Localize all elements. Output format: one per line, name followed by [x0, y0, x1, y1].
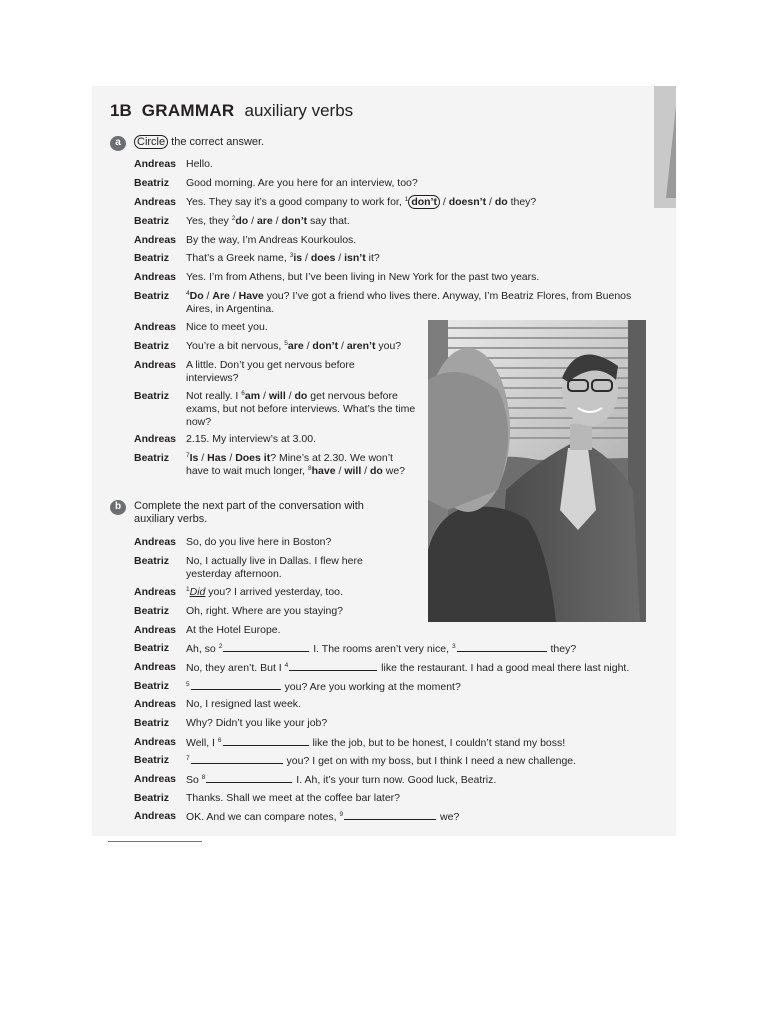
answer-gap[interactable]: [191, 754, 283, 764]
item-number: 8: [308, 465, 312, 472]
speaker-name: Beatriz: [134, 555, 170, 567]
answer-gap[interactable]: [223, 736, 309, 746]
answer-option: will: [344, 465, 362, 477]
speaker-name: Beatriz: [134, 680, 170, 692]
answer-gap[interactable]: [206, 773, 292, 783]
text-run: they?: [507, 196, 537, 208]
answer-option: is: [293, 252, 303, 264]
answer-option: don’t: [312, 340, 339, 352]
speech-text: [186, 452, 418, 478]
speech-text: [186, 196, 654, 209]
text-run: Yes. I’m from Athens, but I’ve been living in New York for the past two years.: [186, 271, 540, 283]
topic-name: auxiliary verbs: [244, 101, 354, 120]
item-number: 2: [218, 643, 223, 650]
speaker-name: Andreas: [134, 773, 177, 785]
speech-text: [186, 252, 654, 265]
circled-answer: don’t: [408, 195, 440, 209]
item-number: 3: [451, 643, 456, 650]
speech-text: [186, 536, 418, 549]
speech-text: [186, 717, 654, 730]
speaker-name: Beatriz: [134, 605, 170, 617]
item-number: 2: [231, 215, 236, 222]
instruction-rest: the correct answer.: [168, 136, 265, 148]
speech-text: [186, 792, 654, 805]
speech-text: [186, 624, 418, 637]
speaker-name: Andreas: [134, 698, 177, 710]
text-run: /: [198, 452, 208, 464]
answer-option: Are: [212, 290, 230, 302]
answer-option: have: [311, 465, 336, 477]
text-run: OK. And we can compare notes,: [186, 811, 340, 823]
answer-option: am: [244, 390, 261, 402]
text-run: Oh, right. Where are you staying?: [186, 605, 343, 617]
speech-text: [186, 754, 654, 768]
answer-option: will: [268, 390, 286, 402]
text-run: say that.: [307, 215, 350, 227]
text-run: Why? Didn’t you like your job?: [186, 717, 328, 729]
exercise-a-instruction: [134, 136, 334, 149]
text-run: Hello.: [186, 158, 213, 170]
answer-option: do: [494, 196, 508, 208]
text-run: Good morning. Are you here for an interview, too?: [186, 177, 418, 189]
speech-text: [186, 698, 654, 711]
item-number: 5: [186, 681, 190, 688]
speech-text: [186, 433, 418, 446]
answer-option: Does it: [235, 452, 271, 464]
exercise-b-instruction: Complete the next part of the conversation with auxiliary verbs.: [134, 500, 364, 525]
text-run: Yes, they: [186, 215, 232, 227]
exercise-a-badge: a: [110, 136, 126, 151]
speech-text: [186, 271, 654, 284]
speech-text: [186, 321, 418, 334]
text-run: you?: [375, 340, 402, 352]
item-number: 1: [186, 586, 190, 593]
speech-text: [186, 359, 386, 385]
text-run: No, they aren’t. But I: [186, 662, 285, 674]
text-run: /: [439, 196, 449, 208]
speaker-name: Andreas: [134, 234, 177, 246]
speech-text: [186, 661, 654, 675]
speaker-name: Beatriz: [134, 792, 170, 804]
speech-text: [186, 290, 654, 316]
text-run: you? I arrived yesterday, too.: [205, 586, 343, 598]
speaker-name: Andreas: [134, 586, 177, 598]
text-run: get nervous before exams, but not before interviews. What’s the time now?: [186, 390, 416, 428]
answer-gap[interactable]: [344, 810, 436, 820]
interview-photo: [428, 320, 646, 622]
text-run: you? I get on with my boss, but I think I need a new challenge.: [283, 755, 577, 767]
text-run: Not really. I: [186, 390, 242, 402]
answer-option: do: [235, 215, 249, 227]
speech-text: [186, 177, 654, 190]
speaker-name: Andreas: [134, 321, 177, 333]
text-run: So, do you live here in Boston?: [186, 536, 332, 548]
speech-text: [186, 390, 418, 429]
answer-option: isn’t: [344, 252, 366, 264]
text-run: Thanks. Shall we meet at the coffee bar later?: [186, 792, 401, 804]
text-run: Ah, so: [186, 643, 219, 655]
item-number: 9: [339, 811, 344, 818]
speaker-name: Beatriz: [134, 452, 170, 464]
answer-gap[interactable]: [191, 680, 281, 690]
answer-option: Is: [189, 452, 199, 464]
text-run: /: [361, 465, 371, 477]
text-run: No, I actually live in Dallas. I flew here yesterday afternoon.: [186, 555, 363, 580]
text-run: /: [335, 252, 345, 264]
answer-option: are: [256, 215, 273, 227]
answer-gap[interactable]: [223, 642, 309, 652]
answer-option: are: [287, 340, 304, 352]
speech-text: [186, 773, 654, 787]
text-run: /: [486, 196, 495, 208]
text-run: you? Are you working at the moment?: [281, 681, 461, 693]
answer-option: do: [370, 465, 383, 477]
speaker-name: Andreas: [134, 271, 177, 283]
text-run: /: [338, 340, 347, 352]
section-name: GRAMMAR: [141, 101, 235, 120]
text-run: /: [285, 390, 295, 402]
speaker-name: Beatriz: [134, 390, 170, 402]
interview-photo-illustration: [428, 320, 646, 622]
speaker-name: Beatriz: [134, 290, 170, 302]
speaker-name: Andreas: [134, 158, 177, 170]
speech-text: [186, 605, 418, 618]
speaker-name: Beatriz: [134, 754, 170, 766]
speaker-name: Andreas: [134, 661, 177, 673]
speaker-name: Andreas: [134, 196, 177, 208]
text-run: /: [302, 252, 311, 264]
item-number: 3: [289, 252, 294, 259]
speaker-name: Beatriz: [134, 642, 170, 654]
text-run: By the way, I’m Andreas Kourkoulos.: [186, 234, 357, 246]
text-run: At the Hotel Europe.: [186, 624, 281, 636]
unit-number: 1B: [110, 101, 132, 120]
text-run: we?: [382, 465, 406, 477]
speech-text: [186, 642, 654, 656]
text-run: you? I’ve got a friend who lives there. Anyway, I’m Beatriz Flores, from Buenos Aires, in Argentina.: [186, 290, 632, 315]
text-run: /: [203, 290, 213, 302]
item-number: 8: [201, 774, 206, 781]
circle-instruction-word: Circle: [134, 135, 168, 149]
text-run: like the restaurant. I had a good meal there last night.: [378, 662, 630, 674]
item-number: 4: [186, 290, 190, 297]
answer-option: Has: [207, 452, 227, 464]
speech-text: [186, 810, 654, 824]
page-title: [110, 101, 353, 121]
page-corner-tab: [654, 86, 676, 208]
item-number: 6: [217, 737, 222, 744]
speech-text: [186, 680, 654, 694]
text-run: we?: [437, 811, 460, 823]
speaker-name: Andreas: [134, 810, 177, 822]
text-run: I. The rooms aren’t very nice,: [310, 643, 452, 655]
speech-text: [186, 340, 418, 353]
text-run: /: [229, 290, 239, 302]
speaker-name: Beatriz: [134, 717, 170, 729]
speech-text: [186, 158, 654, 171]
item-number: 6: [241, 390, 245, 397]
text-run: No, I resigned last week.: [186, 698, 301, 710]
answer-option: do: [294, 390, 308, 402]
answer-gap[interactable]: [457, 642, 547, 652]
speech-text: [186, 736, 654, 750]
speaker-name: Andreas: [134, 433, 177, 445]
speaker-name: Andreas: [134, 536, 177, 548]
text-run: /: [260, 390, 269, 402]
footnote-rule: [108, 841, 202, 842]
text-run: /: [248, 215, 257, 227]
answer-option: does: [310, 252, 336, 264]
speech-text: [186, 215, 654, 228]
text-run: So: [186, 774, 202, 786]
text-run: like the job, but to be honest, I couldn’t stand my boss!: [309, 737, 566, 749]
item-number: 1: [404, 196, 409, 203]
example-answer: Did: [189, 586, 206, 598]
item-number: 7: [186, 452, 190, 459]
text-run: /: [335, 465, 345, 477]
speaker-name: Beatriz: [134, 340, 170, 352]
speaker-name: Andreas: [134, 624, 177, 636]
exercise-b-badge: b: [110, 500, 126, 515]
text-run: Well, I: [186, 737, 218, 749]
text-run: A little. Don’t you get nervous before interviews?: [186, 359, 355, 384]
text-run: You’re a bit nervous,: [186, 340, 285, 352]
speech-text: [186, 586, 418, 599]
speaker-name: Andreas: [134, 736, 177, 748]
text-run: 2.15. My interview’s at 3.00.: [186, 433, 316, 445]
answer-gap[interactable]: [289, 661, 377, 671]
item-number: 7: [186, 755, 190, 762]
item-number: 5: [284, 340, 288, 347]
speaker-name: Beatriz: [134, 177, 170, 189]
text-run: /: [272, 215, 282, 227]
answer-option: Do: [189, 290, 204, 302]
text-run: Nice to meet you.: [186, 321, 268, 333]
speaker-name: Beatriz: [134, 215, 170, 227]
speaker-name: Andreas: [134, 359, 177, 371]
text-run: /: [226, 452, 236, 464]
answer-option: doesn’t: [448, 196, 487, 208]
text-run: it?: [365, 252, 380, 264]
text-run: That’s a Greek name,: [186, 252, 290, 264]
item-number: 4: [284, 662, 289, 669]
text-run: I. Ah, it’s your turn now. Good luck, Beatriz.: [293, 774, 497, 786]
speaker-name: Beatriz: [134, 252, 170, 264]
answer-option: aren’t: [346, 340, 376, 352]
speech-text: [186, 234, 654, 247]
text-run: Yes. They say it’s a good company to work for,: [186, 196, 405, 208]
answer-option: Have: [238, 290, 264, 302]
speech-text: [186, 555, 386, 581]
text-run: ? Mine’s at 2.30. We won’t have to wait much longer,: [186, 452, 393, 477]
text-run: /: [303, 340, 313, 352]
text-run: they?: [547, 643, 577, 655]
answer-option: don’t: [281, 215, 308, 227]
